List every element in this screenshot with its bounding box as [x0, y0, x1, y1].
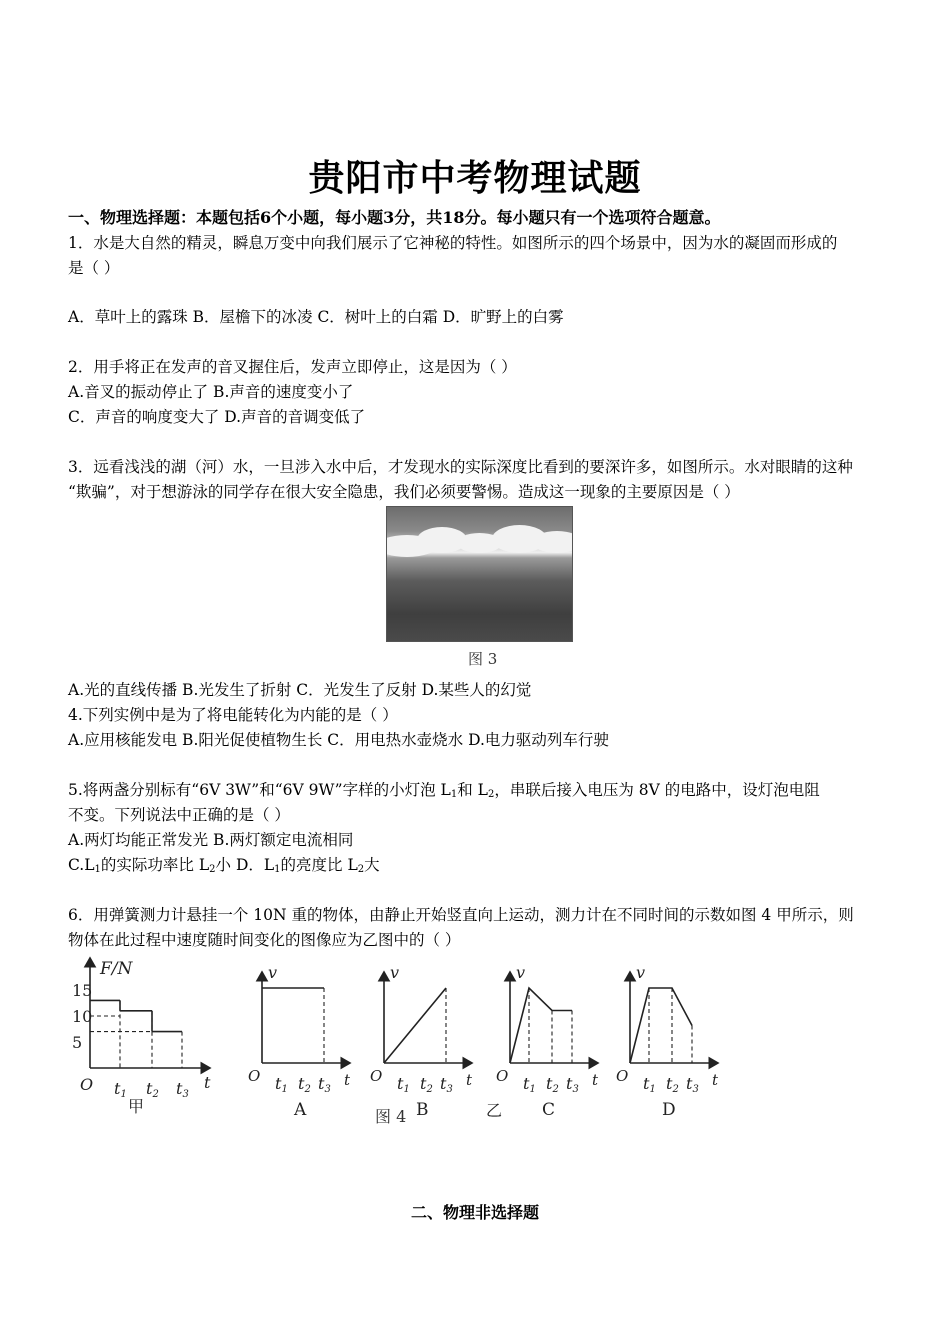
- v-graph-t-label: t3: [318, 1074, 331, 1095]
- yi-label: 乙: [486, 1101, 503, 1120]
- v-graph-option-label: D: [662, 1100, 676, 1120]
- jia-t-axis: t: [204, 1073, 211, 1092]
- q4-stem: 4.下列实例中是为了将电能转化为内能的是（ ）: [68, 706, 398, 724]
- lake-photo: [386, 506, 573, 642]
- v-graph-curve: [510, 988, 572, 1063]
- jia-t-label: t1: [114, 1079, 127, 1100]
- figure-4-caption: 图 4: [375, 1107, 407, 1126]
- q3-stem-line2: “欺骗”，对于想游泳的同学存在很大安全隐患，我们必须要警惕。造成这一现象的主要原因是（ ）: [68, 483, 740, 501]
- q3-options: A.光的直线传播 B.光发生了折射 C．光发生了反射 D.某些人的幻觉: [68, 681, 532, 699]
- v-graph-origin: O: [370, 1067, 383, 1085]
- jia-tick-label: 15: [72, 981, 93, 1000]
- q2-stem: 2．用手将正在发声的音叉握住后，发声立即停止，这是因为（ ）: [68, 358, 517, 376]
- figure-3-caption: 图 3: [468, 650, 498, 668]
- v-graph-origin: O: [496, 1067, 509, 1085]
- v-graph-v-label: v: [390, 963, 400, 982]
- v-graph-option-label: B: [416, 1100, 429, 1120]
- v-graph-option-label: C: [542, 1100, 556, 1120]
- jia-tick-label: 5: [72, 1033, 83, 1052]
- v-graph-t-label: t3: [566, 1074, 579, 1095]
- v-graph-t-label: t1: [523, 1074, 536, 1095]
- q5-stem-line1: 5.将两盏分别标有“6V 3W”和“6V 9W”字样的小灯泡 $L_1$和 $L_2$，串联后接入电压为 8V 的电路中，设灯泡电阻: [68, 781, 820, 800]
- v-graph-t-axis: t: [712, 1071, 719, 1089]
- v-graph-t-label: t3: [686, 1074, 699, 1095]
- q4-options: A.应用核能发电 B.阳光促使植物生长 C．用电热水壶烧水 D.电力驱动列车行驶: [68, 731, 609, 749]
- v-graph-curve: [630, 988, 692, 1063]
- v-graph-t-label: t1: [397, 1074, 410, 1095]
- v-graph-v-label: v: [636, 963, 646, 982]
- q1-options: A．草叶上的露珠 B．屋檐下的冰凌 C．树叶上的白霜 D．旷野上的白雾: [68, 308, 564, 326]
- q6-stem-line1: 6．用弹簧测力计悬挂一个 10N 重的物体，由静止开始竖直向上运动，测力计在不同时间的示数如图 4 甲所示，则: [68, 906, 854, 924]
- jia-axis-label: F/N: [100, 959, 133, 979]
- q1-stem-line1: 1．水是大自然的精灵，瞬息万变中向我们展示了它神秘的特性。如图所示的四个场景中，因为水的凝固而形成的: [68, 234, 838, 252]
- v-graph-option-label: A: [294, 1100, 307, 1120]
- jia-tick-label: 10: [72, 1007, 93, 1026]
- v-graph-t-label: t2: [298, 1074, 311, 1095]
- v-graph-v-label: v: [268, 963, 278, 982]
- q2-options-line1: A.音叉的振动停止了 B.声音的速度变小了: [68, 383, 354, 401]
- q6-stem-line2: 物体在此过程中速度随时间变化的图像应为乙图中的（ ）: [68, 931, 461, 949]
- q5-options-line2: $C.L_1$的实际功率比 $L_2$小 D．$L_1$的亮度比 $L_2$大: [68, 856, 380, 875]
- v-graph-t-label: t2: [546, 1074, 559, 1095]
- page-title: 贵阳市中考物理试题: [308, 157, 642, 199]
- q2-options-line2: C．声音的响度变大了 D.声音的音调变低了: [68, 408, 366, 426]
- v-graph-v-label: v: [516, 963, 526, 982]
- q5-options-line1: A.两灯均能正常发光 B.两灯额定电流相同: [68, 831, 354, 849]
- section-1-heading: 一、物理选择题：本题包括6个小题，每小题3分，共18分。每小题只有一个选项符合题意。: [68, 208, 721, 227]
- section-2-heading: 二、物理非选择题: [410, 1203, 539, 1222]
- v-graph-t-label: t1: [643, 1074, 656, 1095]
- jia-origin: O: [80, 1075, 94, 1094]
- v-graph-t-label: t2: [420, 1074, 433, 1095]
- figure-4: [0, 950, 950, 1150]
- jia-t-label: t3: [176, 1079, 189, 1100]
- v-graph-origin: O: [616, 1067, 629, 1085]
- v-graph-t-axis: t: [466, 1071, 473, 1089]
- v-graph-t-label: t2: [666, 1074, 679, 1095]
- q3-stem-line1: 3．远看浅浅的湖（河）水，一旦涉入水中后，才发现水的实际深度比看到的要深许多，如图所示。水对眼睛的这种: [68, 458, 853, 476]
- v-graph-origin: O: [248, 1067, 261, 1085]
- v-graph-t-label: t1: [275, 1074, 288, 1095]
- v-graph-t-axis: t: [344, 1071, 351, 1089]
- v-graph-t-label: t3: [440, 1074, 453, 1095]
- v-graph-t-axis: t: [592, 1071, 599, 1089]
- q1-stem-line2: 是（ ）: [68, 259, 120, 277]
- v-graph-curve: [384, 988, 446, 1063]
- jia-label: 甲: [128, 1097, 145, 1116]
- jia-t-label: t2: [146, 1079, 159, 1100]
- q5-stem-line2: 不变。下列说法中正确的是（ ）: [68, 806, 290, 824]
